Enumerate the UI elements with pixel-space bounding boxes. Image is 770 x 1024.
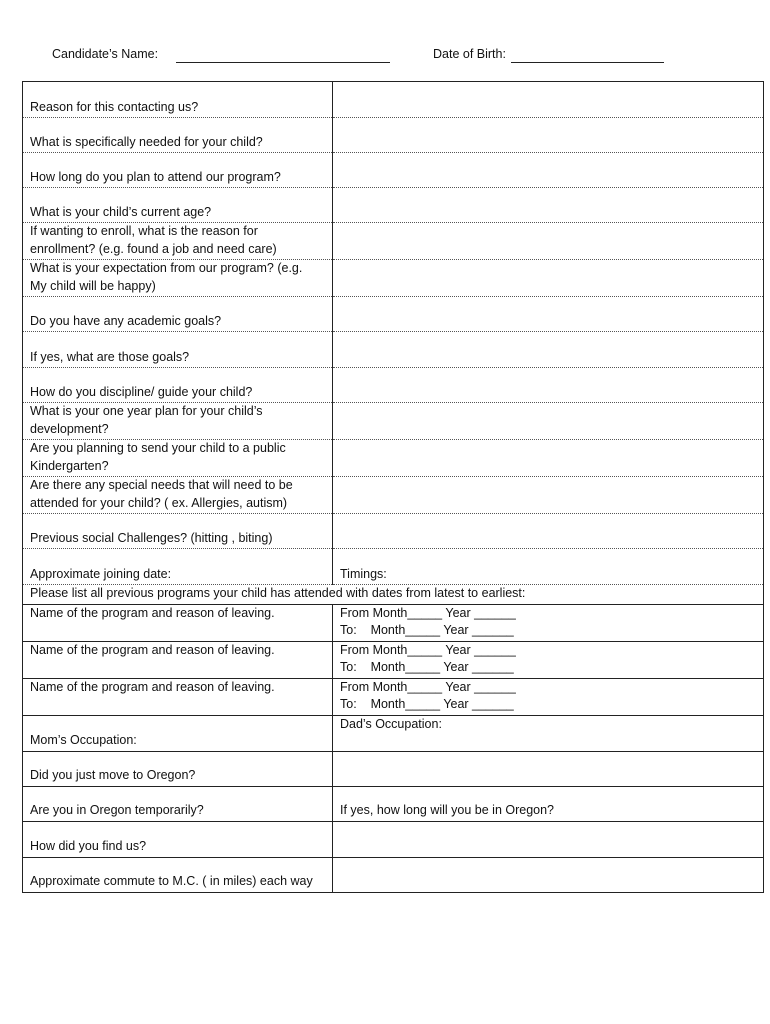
question-find-us: How did you find us? <box>23 821 333 857</box>
form-row <box>23 514 764 549</box>
question-specific-needs: What is specifically needed for your child? <box>23 118 333 153</box>
form-row <box>23 223 764 260</box>
question-line: development? <box>30 421 109 436</box>
to-dates: To: Month_____ Year ______ <box>340 623 514 637</box>
form-row <box>23 715 764 751</box>
form-row <box>23 332 764 368</box>
answer-field[interactable] <box>333 514 764 549</box>
question-attend-duration: How long do you plan to attend our program? <box>23 153 333 188</box>
form-row <box>23 368 764 403</box>
question-line: My child will be happy) <box>30 278 156 293</box>
form-row <box>23 297 764 332</box>
form-header <box>52 47 692 67</box>
date-of-birth-field[interactable] <box>511 62 664 63</box>
question-one-year-plan <box>23 403 333 440</box>
form-row <box>23 751 764 786</box>
answer-field[interactable] <box>333 403 764 440</box>
program-dates-field[interactable] <box>333 604 764 641</box>
answer-field[interactable] <box>333 223 764 260</box>
moms-occupation-label: Mom’s Occupation: <box>23 715 333 751</box>
question-line: Kindergarten? <box>30 458 109 473</box>
form-row <box>23 260 764 297</box>
question-line: enrollment? (e.g. found a job and need care) <box>30 241 277 256</box>
form-row <box>23 585 764 605</box>
question-line: If wanting to enroll, what is the reason for <box>30 224 258 238</box>
question-kindergarten <box>23 440 333 477</box>
form-row <box>23 403 764 440</box>
from-dates: From Month_____ Year ______ <box>340 679 516 694</box>
program-label: Name of the program and reason of leaving. <box>23 604 333 641</box>
question-expectation <box>23 260 333 297</box>
from-dates: From Month_____ Year ______ <box>340 605 516 620</box>
question-special-needs <box>23 477 333 514</box>
timings-field[interactable]: Timings: <box>333 549 764 585</box>
answer-field[interactable] <box>333 821 764 857</box>
form-row <box>23 188 764 223</box>
question-commute: Approximate commute to M.C. ( in miles) each way <box>23 857 333 892</box>
answer-field[interactable] <box>333 260 764 297</box>
date-of-birth-label: Date of Birth: <box>433 47 506 61</box>
answer-field[interactable] <box>333 188 764 223</box>
program-label: Name of the program and reason of leaving. <box>23 678 333 715</box>
form-row <box>23 440 764 477</box>
question-line: What is your expectation from our program? (e.g. <box>30 261 303 275</box>
question-discipline: How do you discipline/ guide your child? <box>23 368 333 403</box>
program-row <box>23 641 764 678</box>
program-row <box>23 678 764 715</box>
form-row <box>23 477 764 514</box>
question-academic-goals: Do you have any academic goals? <box>23 297 333 332</box>
program-row <box>23 604 764 641</box>
form-row <box>23 786 764 821</box>
question-joining-date: Approximate joining date: <box>23 549 333 585</box>
to-dates: To: Month_____ Year ______ <box>340 697 514 711</box>
form-row <box>23 118 764 153</box>
candidate-name-label: Candidate’s Name: <box>52 47 159 61</box>
program-label: Name of the program and reason of leaving. <box>23 641 333 678</box>
dads-occupation-field[interactable]: Dad’s Occupation: <box>333 715 764 751</box>
answer-field[interactable] <box>333 751 764 786</box>
question-goals-detail: If yes, what are those goals? <box>23 332 333 368</box>
to-dates: To: Month_____ Year ______ <box>340 660 514 674</box>
form-row <box>23 82 764 118</box>
question-temporary-oregon: Are you in Oregon temporarily? <box>23 786 333 821</box>
question-line: attended for your child? ( ex. Allergies, autism) <box>30 495 288 510</box>
program-dates-field[interactable] <box>333 678 764 715</box>
form-row <box>23 153 764 188</box>
answer-field[interactable] <box>333 153 764 188</box>
question-line: What is your one year plan for your child’s <box>30 404 263 418</box>
program-dates-field[interactable] <box>333 641 764 678</box>
answer-field[interactable] <box>333 857 764 892</box>
answer-field[interactable] <box>333 368 764 403</box>
answer-field[interactable] <box>333 297 764 332</box>
form-row <box>23 857 764 892</box>
programs-intro: Please list all previous programs your child has attended with dates from latest to earliest: <box>23 585 764 605</box>
from-dates: From Month_____ Year ______ <box>340 642 516 657</box>
question-line: Are there any special needs that will need to be <box>30 478 293 492</box>
how-long-oregon-field[interactable]: If yes, how long will you be in Oregon? <box>333 786 764 821</box>
answer-field[interactable] <box>333 440 764 477</box>
candidate-name-field[interactable] <box>176 62 390 63</box>
form-row <box>23 821 764 857</box>
question-child-age: What is your child’s current age? <box>23 188 333 223</box>
question-reason-contact: Reason for this contacting us? <box>23 82 333 118</box>
question-move-oregon: Did you just move to Oregon? <box>23 751 333 786</box>
answer-field[interactable] <box>333 118 764 153</box>
question-line: Are you planning to send your child to a public <box>30 441 286 455</box>
question-social-challenges: Previous social Challenges? (hitting , biting) <box>23 514 333 549</box>
question-enroll-reason <box>23 223 333 260</box>
answer-field[interactable] <box>333 477 764 514</box>
form-row <box>23 549 764 585</box>
intake-form-table <box>22 81 764 893</box>
answer-field[interactable] <box>333 332 764 368</box>
answer-field[interactable] <box>333 82 764 118</box>
